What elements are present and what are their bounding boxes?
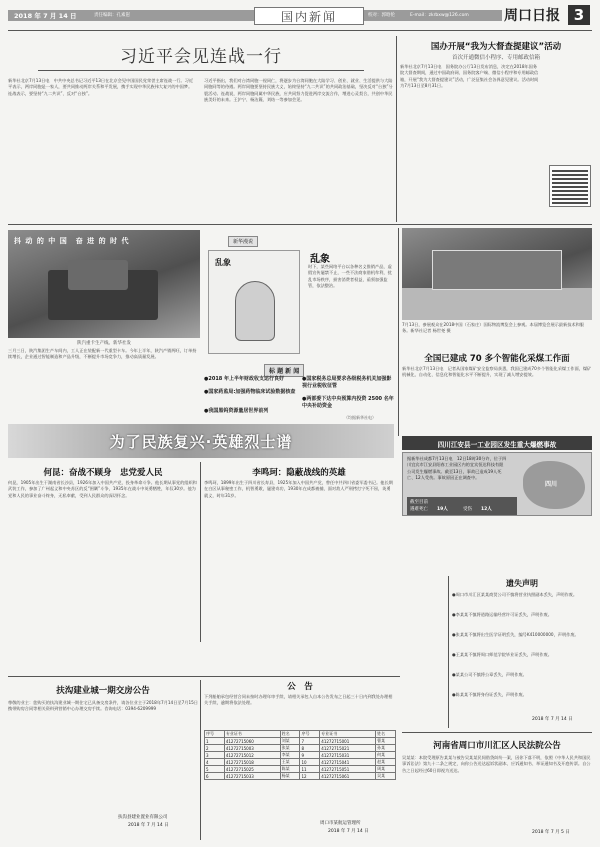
column-divider-top: [396, 36, 397, 222]
table-cell: 41272715061: [320, 773, 376, 780]
banner-title: 为了民族复兴·英雄烈士谱: [109, 433, 293, 451]
table-cell: 41272715041: [320, 759, 376, 766]
main-article: [8, 36, 394, 222]
hero-left-body: 何昆，1905年出生于湖南省长沙县，1926年加入中国共产党，投身革命斗争。他长期从事党的组织和武装工作，参加了广州起义和中央苏区的反“围剿”斗争，1935年在战斗中英勇牺牲，年仅30岁。他为党和人民的事业奋斗终身，无私奉献，受到人民群众的深切怀念。: [8, 480, 197, 498]
table-row: [205, 738, 396, 745]
brief-item-1: ●2018 年上半年财政收支运行良好: [204, 376, 285, 382]
right-top-subtitle: 首次开通微信小程序、专用邮政信箱: [451, 55, 540, 61]
table-row: [205, 745, 396, 752]
table-cell: 2: [205, 745, 225, 752]
main-article-body: 习近平指出，我们对台湾同胞一视同仁，将逐步为台湾同胞在大陆学习、创业、就业、生活提供与大陆同胞同等的待遇。两岸同胞要坚持民族大义，始终坚持“九二共识”的共同政治基础，坚决反对“台独”分裂活动。连战说，两岸同胞同属中华民族，应共同努力促进两岸交流合作，增进心灵契合，共创中华民族美好的未来。王沪宁、杨洁篪、刘结一等参加会见。: [204, 78, 393, 102]
table-cell: 41272715031: [320, 752, 376, 759]
truck-photo-caption: 陕汽重卡生产线。新华社发: [77, 341, 131, 346]
right-top-title: 国办开展“我为大督查提建议”活动: [430, 42, 562, 52]
paper-name: 周口日报: [504, 8, 560, 24]
announcement: [204, 680, 396, 840]
bottom-divider: [200, 680, 201, 840]
stats-death-label: 遇难死亡: [410, 507, 428, 512]
table-cell: 5: [205, 766, 225, 773]
table-cell: 6: [205, 773, 225, 780]
fugou-notice-body: 尊敬的业主：您购买的扶沟建业城一期住宅已具备交房条件，请各位业主于2018年7月14日至7月15日携带购房合同等相关资料到营销中心办理交房手续。咨询电话：0394-6209999: [8, 700, 198, 712]
lost-notice-divider: [448, 576, 449, 728]
table-header: 序号: [300, 731, 320, 738]
table-cell: 周某: [376, 766, 396, 773]
stats-heading: 截至目前: [410, 500, 428, 505]
photo-overlay-text: 抖 动 的 中 国 奋 进 的 时 代: [14, 237, 130, 245]
table-cell: 41272715060: [224, 738, 280, 745]
announcement-body: 下列船舶承包经营合同未按时办理年审手续，请相关承包人自本公告发布之日起三十日内到我处办理相关手续，逾期将依法处理。: [204, 694, 393, 706]
announcement-table: [204, 730, 396, 780]
sichuan-body: 据新华社成都7月13日电 12日18时30分许，位于四川宜宾市江安县阳春工业园区内的宜宾恒达科技有限公司发生爆燃事故。截至13日，事故已造成19人死亡、12人受伤。事故原因正在调查中。: [407, 456, 507, 480]
column-divider-mid: [398, 228, 399, 436]
stats-injured-label: 受伤: [463, 507, 472, 512]
fugou-notice: [8, 682, 198, 840]
page-number: 3: [573, 6, 585, 24]
commentary-tag: 新华漫说: [228, 236, 258, 247]
email-credit: E-mail：zkrbxw@126.com: [410, 13, 469, 18]
sichuan-block: [402, 436, 592, 570]
stats-injured-value: 12人: [481, 507, 492, 512]
court-notice-date: 2018 年 7 月 5 日: [532, 830, 570, 835]
table-header: 专业证书: [224, 731, 280, 738]
table-cell: 7: [300, 738, 320, 745]
table-cell: 赵某: [376, 759, 396, 766]
issue-date: 2018 年 7 月 14 日: [14, 12, 77, 20]
table-header: 姓名: [376, 731, 396, 738]
brief-item-3: ●我国黑钨资源量居世界前列: [204, 408, 269, 414]
announcement-date: 2018 年 7 月 14 日: [328, 829, 369, 834]
lost-notice: [452, 578, 592, 728]
expo-booth: [432, 250, 562, 290]
table-cell: 何某: [376, 752, 396, 759]
hero-right-body: 李鸣珂，1899年出生于四川省长寿县，1925年加入中国共产党，曾任中共四川省委军委书记。他长期在白区从事秘密工作，机智勇敢，屡建奇功，1930年在成都被捕，面对敌人严刑拷打宁死不屈，英勇就义，时年31岁。: [204, 480, 393, 498]
table-cell: 李某: [280, 752, 300, 759]
commentary-title: 乱象: [310, 254, 330, 265]
table-row: [205, 766, 396, 773]
fugou-notice-sign: 扶沟县建业置业有限公司: [118, 815, 168, 820]
table-cell: 41272715025: [224, 766, 280, 773]
table-header-row: [205, 731, 396, 738]
truck-photo: [8, 230, 200, 338]
brief-item-5: ●两部委下达中央预算内投资 2500 名年中央补助资金: [302, 396, 394, 409]
table-cell: 曹某: [376, 738, 396, 745]
masthead: [0, 0, 600, 34]
table-cell: 41272715051: [320, 766, 376, 773]
table-cell: 吴某: [376, 773, 396, 780]
table-cell: 张某: [280, 745, 300, 752]
table-cell: 9: [300, 752, 320, 759]
table-row: [205, 759, 396, 766]
cartoon: [208, 250, 300, 354]
table-cell: 孙某: [376, 745, 396, 752]
right-top-body: 新华社北京7月13日电 国务院办公厅13日发布消息，决定在2018年国务院大督查期间，通过中国政府网、国务院客户端、微信小程序和专用邮政信箱，开展“我为大督查提建议”活动，广泛征集社会各界意见建议。活动时间为7月13日至8月31日。: [400, 64, 539, 88]
table-cell: 刘某: [280, 738, 300, 745]
sichuan-graphic: [402, 452, 592, 516]
table-cell: 3: [205, 752, 225, 759]
brief-item-2: ●国家药监局:加强药物临床试验数据核查: [204, 389, 296, 395]
table-cell: 41272715033: [224, 773, 280, 780]
announcement-sign: 周口市某航运管理所: [320, 821, 361, 826]
table-row: [205, 773, 396, 780]
expo-photo: [402, 228, 592, 320]
briefs-source: （均据新华社电）: [344, 415, 376, 420]
lost-item-2: ●李某某不慎将道路运输经营许可证丢失，声明作废。: [452, 612, 552, 617]
horizontal-rule-1: [8, 224, 592, 225]
briefs-block: [204, 364, 394, 422]
cartoon-figure: [235, 281, 275, 341]
hero-left-title: 何昆：奋战不顾身 忠党爱人民: [43, 468, 163, 478]
feature-text: 三月三日，陕汽集团生产车间内，工人正在装配新一代重型卡车。今年上半年，陕汽产销两旺，订单持续增长，企业通过智能制造和产品升级，不断提升市场竞争力，推动高质量发展。: [8, 348, 197, 360]
proof-credit: 校对：郭晗伦: [368, 13, 395, 18]
editor-credit: 责任编辑：孔素崽: [94, 13, 130, 18]
section-title: 国内新闻: [280, 9, 337, 24]
lost-item-5: ●某某公司不慎将公章丢失，声明作废。: [452, 672, 527, 677]
table-header: 专业证书: [320, 731, 376, 738]
right-article-title: 全国已建成 70 多个智能化采煤工作面: [424, 354, 570, 364]
right-article-body: 新华社北京7月13日电 记者从国家煤矿安全监察局获悉，我国已建成70多个智能化采煤工作面，煤矿机械化、自动化、信息化和智能化水平不断提升，实现了减人增安提效。: [402, 366, 592, 378]
table-cell: 10: [300, 759, 320, 766]
table-cell: 4: [205, 759, 225, 766]
horizontal-rule-2: [8, 676, 400, 677]
masthead-rule: [8, 30, 592, 31]
table-cell: 陈某: [280, 766, 300, 773]
lost-notice-title: 遗失声明: [506, 579, 538, 588]
commentary-block: [204, 230, 394, 362]
cartoon-label: 乱象: [215, 258, 231, 267]
brief-item-4: ●国家税务总局要求各级税务机关加强影视行业税收征管: [302, 376, 392, 389]
lost-item-1: ●周口市川汇区某某商贸公司不慎将营业执照副本丢失，声明作废。: [452, 592, 578, 597]
hero-banner: [8, 424, 394, 458]
commentary-body: 时下，某些网络平台以各种名义推销产品，虚假宣传屡禁不止，一些不法商家借机牟利，扰乱市场秩序，损害消费者权益，亟须加强监管，依法整治。: [308, 264, 392, 288]
truck-cab: [68, 260, 128, 290]
court-notice: [402, 732, 592, 840]
expo-floor: [402, 288, 592, 320]
lost-item-6: ●陈某某不慎将身份证丢失，声明作废。: [452, 692, 527, 697]
table-cell: 41272715021: [320, 745, 376, 752]
sichuan-title: 四川江安县一工业园区发生重大爆燃事故: [437, 441, 557, 449]
section-box: [254, 7, 364, 25]
hero-divider: [200, 462, 201, 642]
main-article-title-rule: [38, 70, 364, 71]
sichuan-title-bar: [402, 436, 592, 450]
table-cell: 1: [205, 738, 225, 745]
page-number-box: [568, 5, 590, 25]
main-article-lead: 新华社北京7月13日电 中共中央总书记习近平13日在北京会见中国国民党荣誉主席连战一行。习近平表示，两岸同胞是一家人，要共同推动两岸关系和平发展，携手实现中华民族伟大复兴的中国梦。连战表示，要坚持“九二共识”、反对“台独”。: [8, 78, 194, 96]
hero-right-title: 李鸣珂：隐蔽战线的英雄: [252, 468, 346, 478]
table-header: 姓名: [280, 731, 300, 738]
table-cell: 41272715012: [224, 752, 280, 759]
qr-code-icon: [550, 166, 590, 206]
hero-left: [8, 462, 198, 642]
court-notice-body: 吴某某：本院受理原告某某与被告吴某某民间借贷纠纷一案，因你下落不明，依照《中华人民共和国民事诉讼法》第九十二条之规定，向你公告送达起诉状副本、应诉通知书、举证通知书及开庭传票。自公告之日起经过60日即视为送达。: [402, 755, 591, 773]
table-cell: 41272715003: [224, 745, 280, 752]
table-header: 序号: [205, 731, 225, 738]
sichuan-map-label: 四川: [545, 481, 558, 488]
table-cell: 41272715001: [320, 738, 376, 745]
table-cell: 杨某: [280, 773, 300, 780]
table-row: [205, 752, 396, 759]
stats-death-value: 19人: [437, 507, 448, 512]
right-top-article: [400, 36, 592, 222]
announcement-title: 公 告: [287, 682, 313, 692]
table-cell: 41272715018: [224, 759, 280, 766]
lost-item-3: ●张某某不慎将出生医学证明丢失，编号K410000000，声明作废。: [452, 632, 579, 637]
expo-photo-caption: 7月13日，参展观众在2018中国（石家庄）国际物流博览会上参观。本届博览会展示最新技术和服务。新华社记者 杨世尧 摄: [402, 322, 584, 334]
hero-right: [204, 462, 394, 672]
fugou-notice-title: 扶沟建业城一期交房公告: [56, 686, 150, 696]
court-notice-title: 河南省周口市川汇区人民法院公告: [433, 741, 561, 751]
briefs-tag: 标 题 新 闻: [264, 364, 304, 377]
lost-item-4: ●王某某不慎将周口师范学院毕业证丢失，声明作废。: [452, 652, 552, 657]
table-cell: 12: [300, 773, 320, 780]
stats-box: [407, 497, 517, 515]
table-cell: 王某: [280, 759, 300, 766]
table-cell: 8: [300, 745, 320, 752]
lost-notice-date: 2018 年 7 月 14 日: [532, 717, 573, 722]
table-cell: 11: [300, 766, 320, 773]
fugou-notice-date: 2018 年 7 月 14 日: [128, 823, 169, 828]
main-article-title: 习近平会见连战一行: [120, 47, 282, 67]
